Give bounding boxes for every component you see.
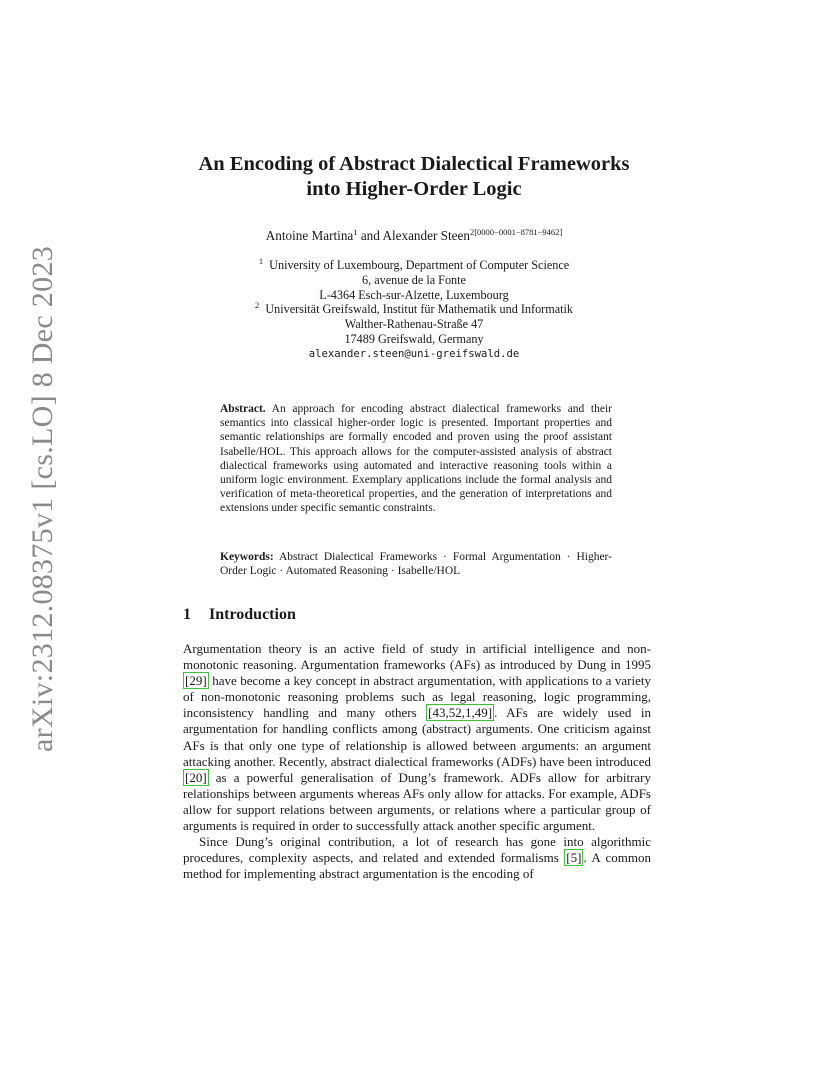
paper-title bbox=[0, 152, 828, 202]
affiliation-2-mark: 2 bbox=[254, 300, 260, 311]
paragraph-2 bbox=[183, 834, 651, 882]
citation-link[interactable]: [29] bbox=[185, 673, 207, 689]
affiliations bbox=[0, 258, 828, 362]
introduction-body bbox=[183, 641, 651, 882]
section-title: Introduction bbox=[209, 606, 296, 623]
paragraph-1-text-c: . AFs are widely used in argumentation for handling conflicts among (abstract) arguments. One criticism against AFs is that only one type of relationship is allowed between arguments: an argument attacking another. Recently, abstract dialectical frameworks (ADFs) have been introduced bbox=[183, 705, 651, 769]
arxiv-identifier-stamp: arXiv:2312.08375v1 [cs.LO] 8 Dec 2023 bbox=[26, 246, 59, 752]
author-2-affiliation-mark: 2[0000−0001−8781−9462] bbox=[469, 227, 563, 237]
paragraph-1-text-b: have become a key concept in abstract argumentation, with applications to a variety of non-monotonic reasoning problems such as legal reasoning, logic programming, inconsistency handling and many others bbox=[183, 673, 651, 721]
affiliation-1-line-2: 6, avenue de la Fonte bbox=[362, 272, 466, 287]
affiliation-1-line-1 bbox=[0, 258, 828, 273]
affiliation-2-line-3: 17489 Greifswald, Germany bbox=[344, 331, 484, 346]
author-1-affiliation-mark: 1 bbox=[353, 227, 358, 237]
affiliation-2-line-1 bbox=[0, 302, 828, 317]
author-1-name: Antoine Martina bbox=[265, 228, 354, 243]
citation-link[interactable]: [43,52,1,49] bbox=[428, 705, 493, 721]
abstract-label: Abstract. bbox=[220, 403, 266, 415]
author-list bbox=[0, 228, 828, 244]
keywords bbox=[220, 550, 612, 578]
abstract bbox=[220, 402, 612, 516]
title-line-1: An Encoding of Abstract Dialectical Frameworks bbox=[198, 153, 630, 175]
author-email: alexander.steen@uni-greifswald.de bbox=[308, 347, 520, 360]
title-line-2: into Higher-Order Logic bbox=[306, 178, 522, 200]
section-heading bbox=[183, 606, 296, 624]
affiliation-1-name: University of Luxembourg, Department of Computer Science bbox=[269, 258, 570, 272]
paragraph-1-text-a: Argumentation theory is an active field of study in artificial intelligence and non-monotonic reasoning. Argumentation frameworks (AFs) as introduced by Dung in 1995 bbox=[183, 641, 651, 673]
abstract-text: An approach for encoding abstract dialectical frameworks and their semantics into classical higher-order logic is presented. Important properties and semantic relationships are formally encoded and proven using the proof assistant Isabelle/HOL. This approach allows for the computer-assisted analysis of abstract dialectical frameworks using automated and interactive reasoning tools within a uniform logic environment. Exemplary applications include the formal analysis and verification of meta-theoretical properties, and the generation of interpretations and extensions under specific semantic constraints. bbox=[220, 403, 612, 515]
author-2-name: Alexander Steen bbox=[382, 228, 470, 243]
paragraph-1-text-d: as a powerful generalisation of Dung’s framework. ADFs allow for arbitrary relationships between arguments whereas AFs only allow for attacks. For example, ADFs allow for support relations between arguments, or relations where a particular group of arguments is required in order to successfully attack another specific argument. bbox=[183, 769, 651, 834]
citation-link[interactable]: [5] bbox=[566, 850, 582, 866]
affiliation-2-line-2: Walther-Rathenau-Straße 47 bbox=[344, 317, 484, 332]
paragraph-2-text-b: . A common method for implementing abstract argumentation is the encoding of bbox=[183, 850, 652, 882]
citation-link[interactable]: [20] bbox=[185, 769, 207, 785]
keywords-text: Abstract Dialectical Frameworks · Formal Argumentation · Higher-Order Logic · Automated Reasoning · Isabelle/HOL bbox=[220, 551, 612, 578]
paragraph-1 bbox=[183, 641, 651, 834]
section-number: 1 bbox=[183, 606, 191, 623]
author-conjunction: and bbox=[357, 228, 383, 243]
affiliation-1-line-3: L-4364 Esch-sur-Alzette, Luxembourg bbox=[319, 287, 509, 302]
affiliation-2-name: Universität Greifswald, Institut für Mathematik und Informatik bbox=[265, 302, 573, 317]
paragraph-2-text-a: Since Dung’s original contribution, a lot of research has gone into algorithmic procedures, complexity aspects, and related and extended formalisms bbox=[183, 834, 651, 866]
keywords-label: Keywords: bbox=[220, 551, 274, 563]
affiliation-1-mark: 1 bbox=[258, 256, 264, 266]
